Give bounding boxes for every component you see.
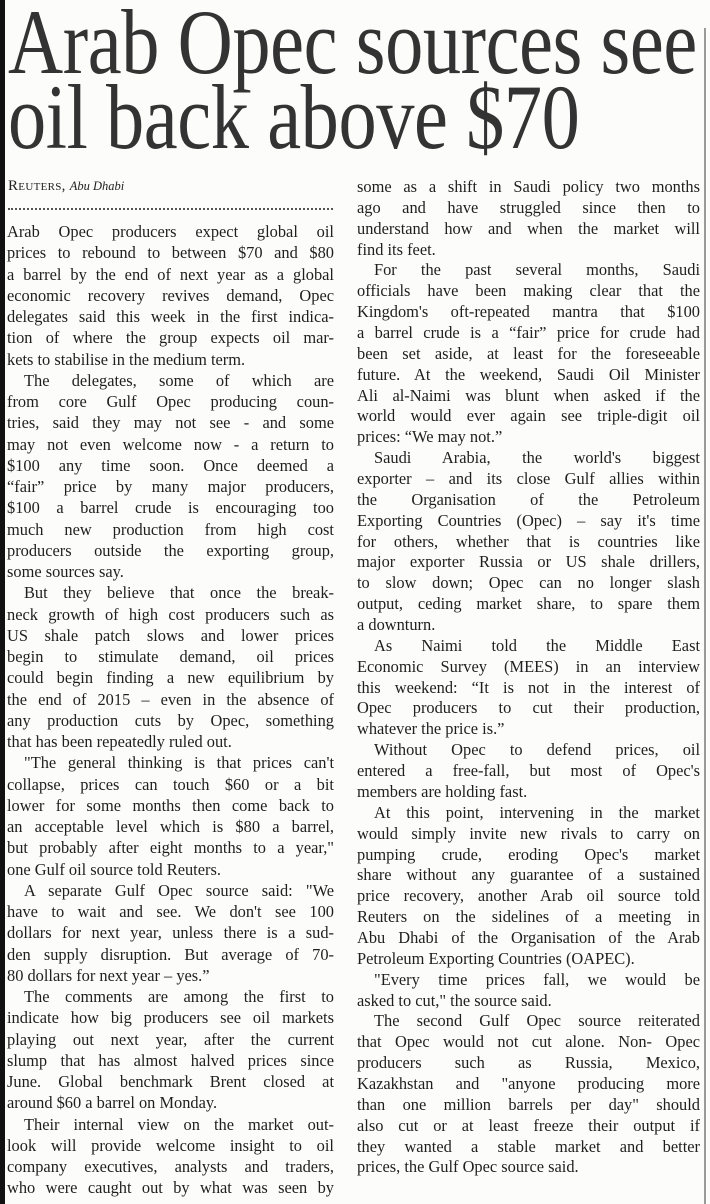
- article-paragraph: [357, 636, 700, 740]
- text-line: neck growth of high cost producers such as: [7, 604, 334, 624]
- text-line: one Gulf oil source told Reuters.: [7, 859, 221, 879]
- text-line: kets to stabilise in the medium term.: [7, 349, 246, 369]
- text-line: "The general thinking is that prices can't: [24, 753, 334, 773]
- article-column-left: [7, 221, 334, 1199]
- text-line: company executives, analysts and traders,: [7, 1157, 334, 1176]
- text-line: As Naimi told the Middle East: [374, 635, 700, 655]
- text-line: asked to cut," the source said.: [357, 990, 552, 1010]
- text-line: collapse, prices can touch $60 or a bit: [7, 774, 334, 794]
- text-line: output, ceding market share, to spare them: [357, 594, 700, 614]
- article-paragraph: [7, 221, 334, 370]
- text-line: “fair” price by many major producers,: [7, 477, 334, 496]
- text-line: The delegates, some of which are: [24, 370, 334, 390]
- text-line: members are holding fast.: [357, 781, 528, 801]
- byline-agency: Reuters,: [8, 178, 66, 194]
- text-line: tion of where the group expects oil mar-: [7, 328, 334, 348]
- headline: [8, 0, 710, 168]
- text-line: 80 dollars for next year – yes.”: [7, 965, 210, 985]
- text-line: Saudi Arabia, the world's biggest: [374, 448, 700, 468]
- text-line: lower for some months then come back to: [7, 795, 334, 815]
- text-line: some as a shift in Saudi policy two months: [357, 177, 700, 196]
- text-line: have to wait and see. We don't see 100: [7, 902, 334, 921]
- text-line: Their internal view on the market out-: [24, 1114, 334, 1134]
- headline-line-1: Arab Opec sources see: [8, 0, 697, 93]
- text-line: who were caught out by what was seen by: [7, 1178, 334, 1198]
- text-line: from core Gulf Opec producing coun-: [7, 392, 334, 411]
- article-paragraph: [357, 970, 700, 1012]
- text-line: a downturn.: [357, 615, 436, 635]
- text-line: much new production from high cost: [7, 519, 334, 539]
- text-line: a barrel by the end of next year as a global: [7, 264, 334, 284]
- dotted-divider: [8, 208, 333, 212]
- text-line: producers outside the exporting group,: [7, 540, 334, 560]
- text-line: the Organisation of the Petroleum: [357, 489, 700, 509]
- text-line: June. Global benchmark Brent closed at: [7, 1072, 334, 1091]
- text-line: The comments are among the first to: [24, 987, 334, 1006]
- text-line: look will provide welcome insight to oil: [7, 1135, 334, 1155]
- text-line: Petroleum Exporting Countries (OAPEC).: [357, 948, 635, 968]
- text-line: officials have been making clear that the: [357, 281, 700, 301]
- article-paragraph: [357, 803, 700, 970]
- text-line: world would ever again see triple-digit oil: [357, 406, 700, 426]
- text-line: share without any guarantee of a sustained: [357, 865, 700, 885]
- text-line: than one million barrels per day" should: [357, 1094, 700, 1114]
- text-line: could begin finding a new equilibrium by: [7, 668, 334, 688]
- text-line: Reuters on the sidelines of a meeting in: [357, 907, 700, 927]
- text-line: prices to rebound to between $70 and $80: [7, 243, 334, 263]
- text-line: Kazakhstan and "anyone producing more: [357, 1073, 700, 1093]
- text-line: Economic Survey (MEES) in an interview: [357, 656, 700, 676]
- text-line: At this point, intervening in the market: [374, 802, 700, 822]
- article-paragraph: [7, 1114, 334, 1199]
- text-line: $100 a barrel crude is encouraging too: [7, 498, 334, 518]
- text-line: whatever the price is.”: [357, 719, 505, 739]
- text-line: but probably after eight months to a year,": [7, 838, 334, 858]
- text-line: den supply disruption. But average of 70-: [7, 944, 334, 964]
- text-line: that Opec would not cut alone. Non- Opec: [357, 1032, 700, 1052]
- text-line: slump that has almost halved prices since: [7, 1050, 334, 1070]
- text-line: Kingdom's oft-repeated mantra that $100: [357, 302, 700, 322]
- text-line: the end of 2015 – even in the absence of: [7, 689, 334, 709]
- text-line: may not even welcome now - a return to: [7, 434, 334, 454]
- text-line: Arab Opec producers expect global oil: [7, 222, 334, 241]
- text-line: any production cuts by Opec, something: [7, 710, 334, 730]
- text-line: For the past several months, Saudi: [374, 260, 700, 280]
- text-line: A separate Gulf Opec source said: "We: [24, 880, 334, 900]
- text-line: Abu Dhabi of the Organisation of the Arab: [357, 927, 700, 947]
- article-paragraph: [357, 740, 700, 803]
- article-paragraph: [7, 986, 334, 1114]
- article-paragraph: [7, 880, 334, 986]
- byline: [8, 178, 124, 195]
- text-line: understand how and when the market will: [357, 218, 700, 238]
- text-line: would simply invite new rivals to carry on: [357, 823, 700, 843]
- text-line: around $60 a barrel on Monday.: [7, 1093, 218, 1113]
- column-rule: [704, 28, 706, 1204]
- text-line: to slow down; Opec can no longer slash: [357, 573, 700, 593]
- text-line: $100 any time soon. Once deemed a: [7, 455, 334, 475]
- text-line: prices: “We may not.”: [357, 427, 503, 447]
- text-line: But they believe that once the break-: [24, 583, 334, 603]
- text-line: an acceptable level which is $80 a barrel,: [7, 817, 334, 836]
- text-line: future. At the weekend, Saudi Oil Minister: [357, 364, 700, 384]
- byline-place: Abu Dhabi: [69, 179, 125, 193]
- text-line: some sources say.: [7, 562, 124, 581]
- text-line: producers such as Russia, Mexico,: [357, 1053, 700, 1073]
- text-line: Without Opec to defend prices, oil: [374, 740, 700, 760]
- article-paragraph: [357, 1011, 700, 1178]
- text-line: Ali al-Naimi was blunt when asked if the: [357, 385, 700, 405]
- text-line: playing out next year, after the current: [7, 1029, 334, 1049]
- text-line: for others, whether that is countries like: [357, 531, 700, 551]
- headline-line-2: oil back above $70: [8, 66, 580, 168]
- text-line: major exporter Russia or US shale drillers,: [357, 552, 700, 572]
- text-line: dollars for next year, unless there is a sud-: [7, 923, 334, 943]
- text-line: US shale patch slows and lower prices: [7, 625, 334, 645]
- article-paragraph: [357, 260, 700, 448]
- text-line: prices, the Gulf Opec source said.: [357, 1157, 579, 1177]
- text-line: this weekend: “It is not in the interest of: [357, 677, 700, 697]
- text-line: indicate how big producers see oil markets: [7, 1008, 334, 1028]
- text-line: The second Gulf Opec source reiterated: [374, 1011, 700, 1031]
- text-line: pumping crude, eroding Opec's market: [357, 844, 700, 864]
- text-line: been set aside, at least for the foreseeable: [357, 343, 700, 363]
- text-line: Opec producers to cut their production,: [357, 698, 700, 718]
- article-paragraph: [7, 370, 334, 583]
- text-line: exporter – and its close Gulf allies within: [357, 469, 700, 489]
- text-line: "Every time prices fall, we would be: [374, 969, 700, 989]
- article-paragraph: [7, 582, 334, 752]
- text-line: ago and have struggled since then to: [357, 197, 700, 217]
- article-paragraph: [357, 177, 700, 260]
- text-line: entered a free-fall, but most of Opec's: [357, 761, 700, 781]
- text-line: begin to stimulate demand, oil prices: [7, 647, 334, 666]
- article-column-right: [357, 177, 700, 1178]
- text-line: that has been repeatedly ruled out.: [7, 732, 232, 751]
- text-line: they wanted a stable market and better: [357, 1136, 700, 1156]
- text-line: Exporting Countries (Opec) – say it's time: [357, 510, 700, 530]
- text-line: also cut or at least freeze their output if: [357, 1115, 700, 1135]
- text-line: tries, said they may not see - and some: [7, 413, 334, 433]
- text-line: find its feet.: [357, 239, 436, 259]
- text-line: a barrel crude is a “fair” price for crude had: [357, 323, 700, 343]
- text-line: economic recovery revives demand, Opec: [7, 285, 334, 305]
- text-line: price recovery, another Arab oil source told: [357, 886, 700, 906]
- page-edge-bar: [0, 0, 5, 1204]
- article-paragraph: [357, 448, 700, 636]
- article-paragraph: [7, 752, 334, 880]
- text-line: delegates said this week in the first indica-: [7, 307, 334, 326]
